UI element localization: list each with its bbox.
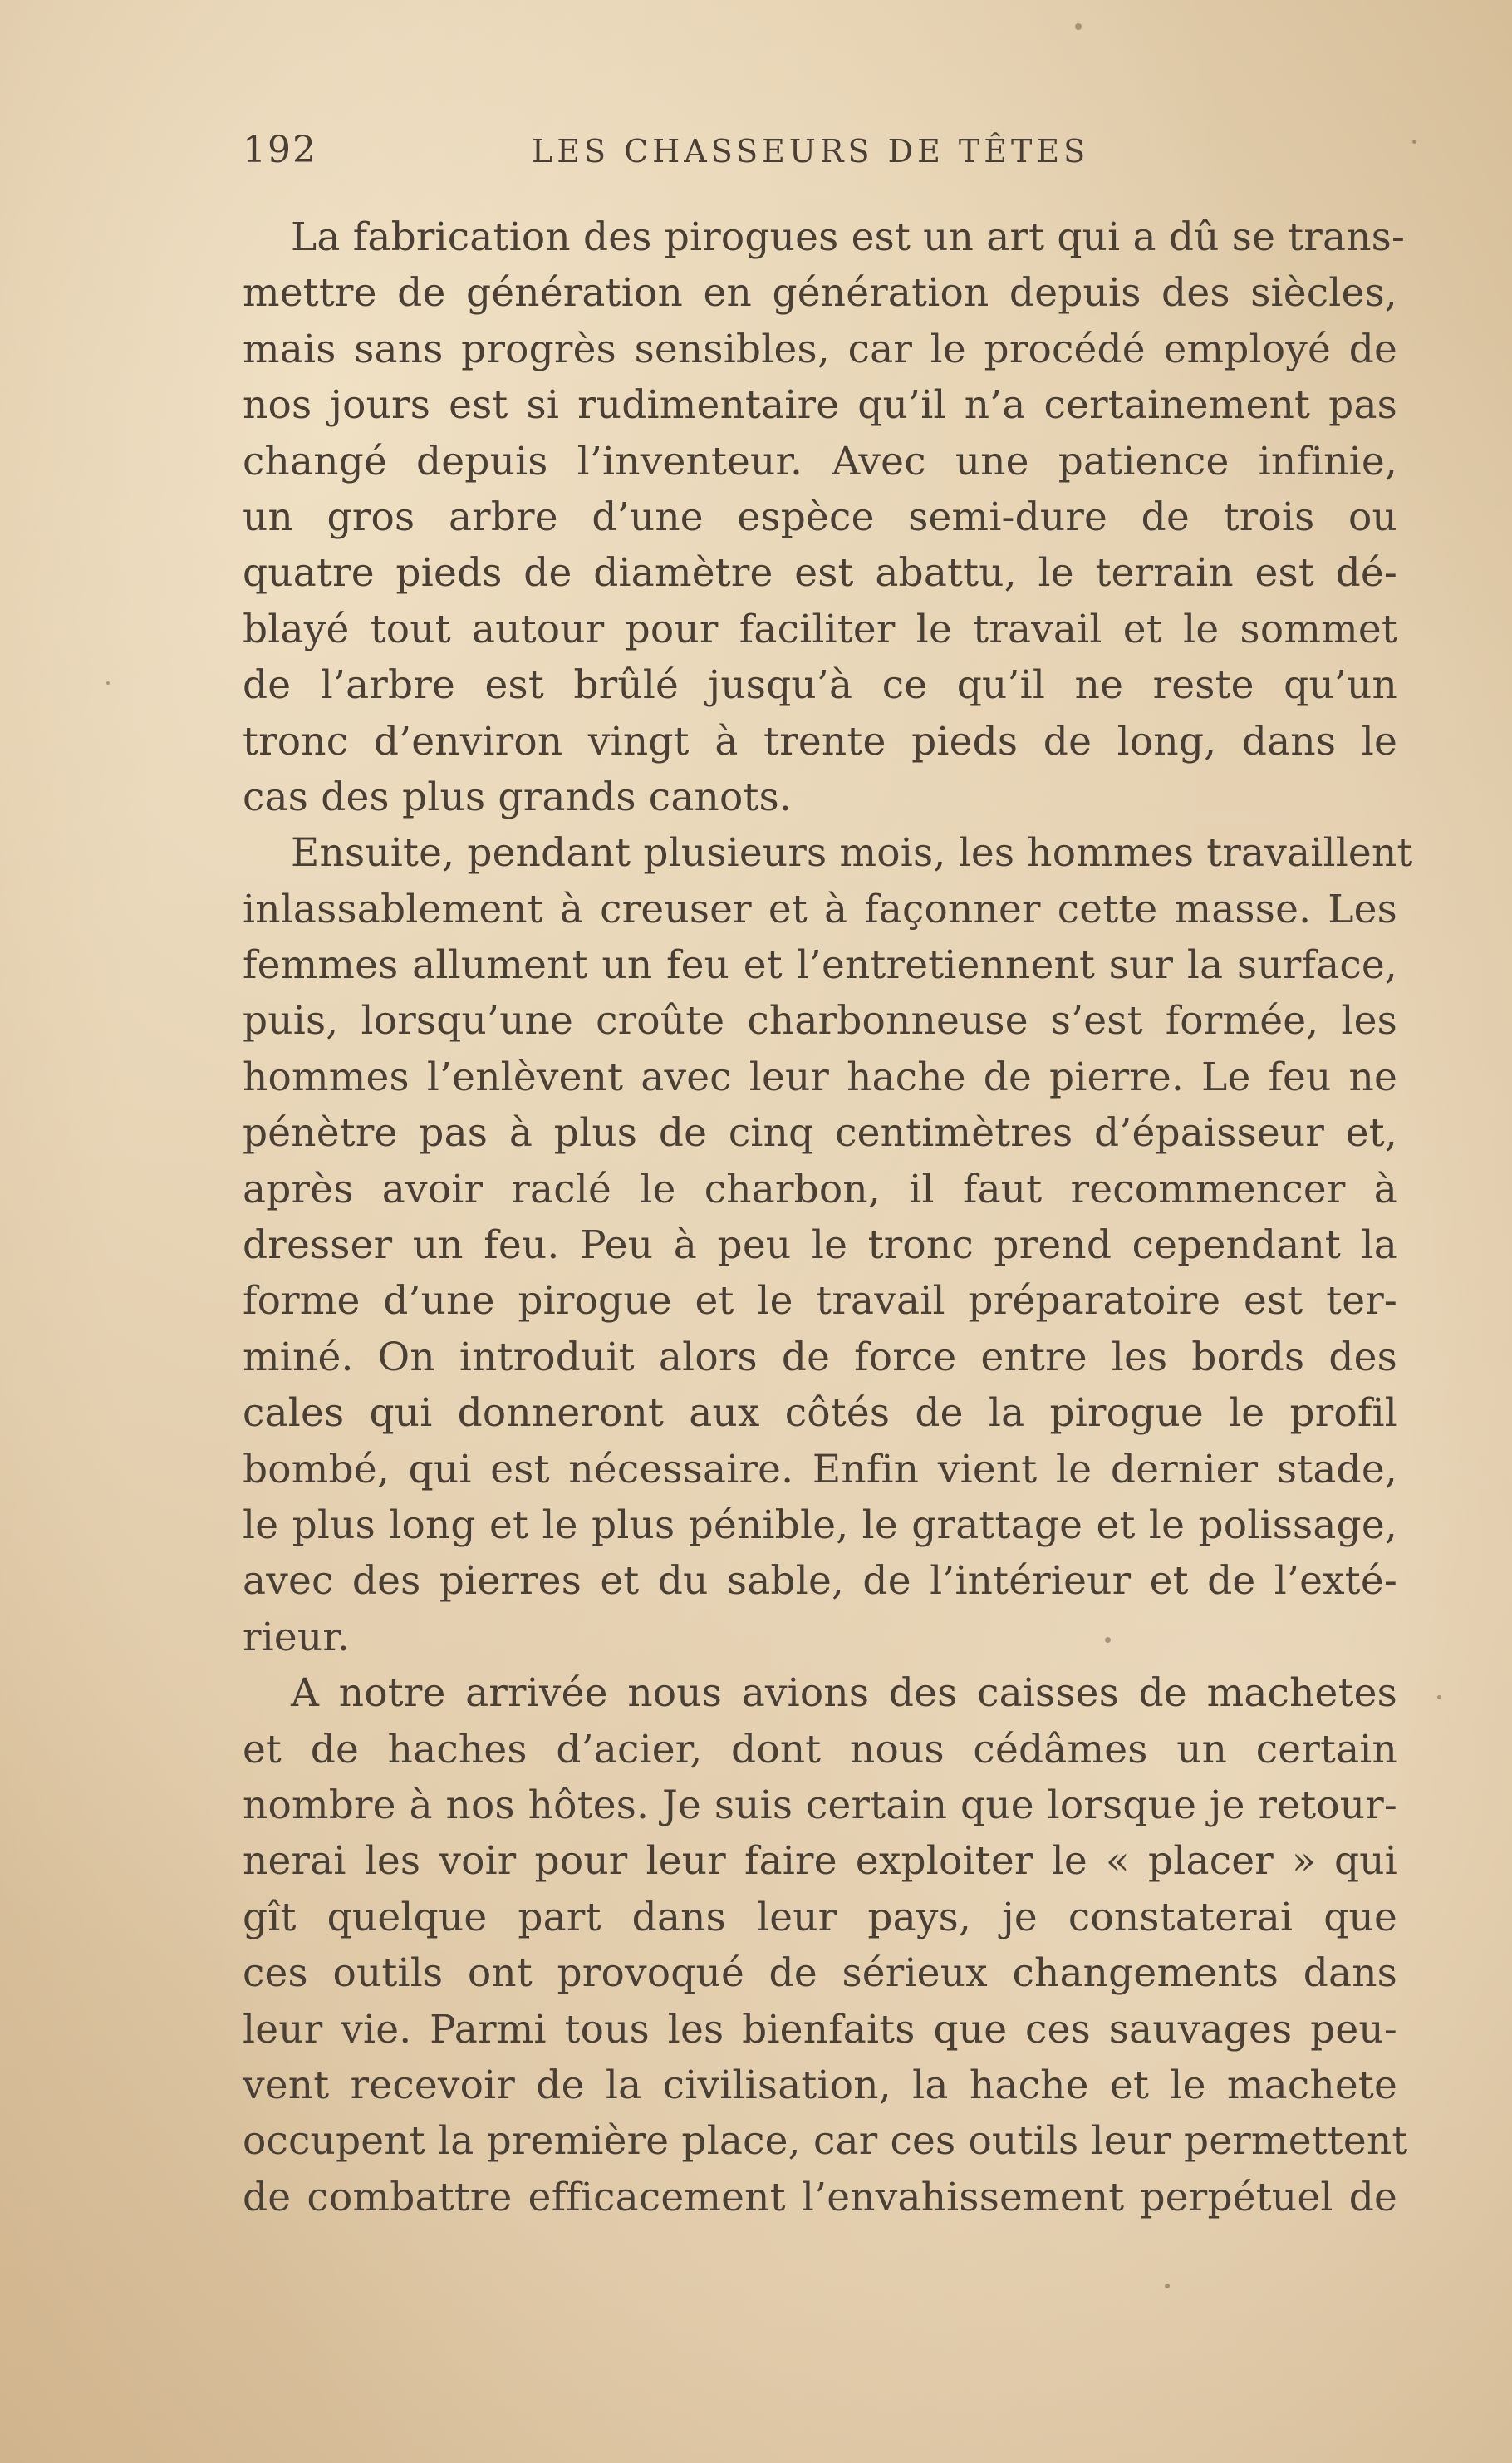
text-line: cas des plus grands canots. bbox=[243, 774, 793, 820]
paper-speck bbox=[1412, 140, 1416, 144]
page-number: 192 bbox=[243, 129, 317, 171]
paper-speck bbox=[1075, 23, 1082, 30]
text-line: tronc d’environ vingt à trente pieds de long, dans le bbox=[243, 718, 1397, 764]
text-line: gît quelque part dans leur pays, je constaterai que bbox=[243, 1894, 1397, 1940]
paper-speck bbox=[1165, 2284, 1170, 2288]
text-line: nos jours est si rudimentaire qu’il n’a certainement pas bbox=[243, 382, 1397, 429]
text-line: mais sans progrès sensibles, car le procédé employé de bbox=[243, 326, 1397, 372]
text-line: blayé tout autour pour faciliter le travail et le sommet bbox=[243, 606, 1397, 652]
text-line: femmes allument un feu et l’entretiennent sur la surface, bbox=[243, 942, 1397, 989]
text-line: puis, lorsqu’une croûte charbonneuse s’est formée, les bbox=[243, 998, 1397, 1045]
text-line: dresser un feu. Peu à peu le tronc prend cependant la bbox=[243, 1222, 1397, 1269]
text-line: pénètre pas à plus de cinq centimètres d’épaisseur et, bbox=[243, 1110, 1397, 1157]
text-line: inlassablement à creuser et à façonner cette masse. Les bbox=[243, 886, 1397, 932]
text-line: nerai les voir pour leur faire exploiter le « placer » qui bbox=[243, 1838, 1397, 1885]
text-line: miné. On introduit alors de force entre les bords des bbox=[243, 1334, 1397, 1380]
paper-speck bbox=[1105, 1637, 1111, 1643]
text-line: de combattre efficacement l’envahissement perpétuel de bbox=[243, 2174, 1397, 2220]
text-line: Ensuite, pendant plusieurs mois, les hommes travaillent bbox=[291, 830, 1413, 877]
text-line: rieur. bbox=[243, 1614, 351, 1660]
text-line: nombre à nos hôtes. Je suis certain que lorsque je retour- bbox=[243, 1782, 1397, 1828]
text-line: La fabrication des pirogues est un art qui a dû se trans- bbox=[291, 214, 1406, 260]
text-line: quatre pieds de diamètre est abattu, le terrain est dé- bbox=[243, 550, 1397, 597]
text-line: bombé, qui est nécessaire. Enfin vient le dernier stade, bbox=[243, 1446, 1397, 1492]
text-line: changé depuis l’inventeur. Avec une patience infinie, bbox=[243, 438, 1397, 484]
text-line: cales qui donneront aux côtés de la pirogue le profil bbox=[243, 1390, 1397, 1437]
text-line: de l’arbre est brûlé jusqu’à ce qu’il ne reste qu’un bbox=[243, 662, 1397, 709]
text-line: ces outils ont provoqué de sérieux changements dans bbox=[243, 1950, 1397, 1997]
text-line: et de haches d’acier, dont nous cédâmes un certain bbox=[243, 1726, 1397, 1772]
text-line: leur vie. Parmi tous les bienfaits que ces sauvages peu- bbox=[243, 2006, 1397, 2052]
running-head: LES CHASSEURS DE TÊTES bbox=[532, 133, 1090, 170]
text-line: le plus long et le plus pénible, le grattage et le polissage, bbox=[243, 1502, 1397, 1548]
page-header bbox=[243, 131, 1397, 170]
text-line: mettre de génération en génération depuis des siècles, bbox=[243, 270, 1397, 317]
text-line: occupent la première place, car ces outils leur permettent bbox=[243, 2118, 1408, 2165]
text-line: vent recevoir de la civilisation, la hache et le machete bbox=[243, 2062, 1397, 2108]
text-line: A notre arrivée nous avions des caisses de machetes bbox=[291, 1670, 1397, 1717]
paper-speck bbox=[106, 681, 110, 685]
body-text bbox=[243, 209, 1413, 2225]
text-line: forme d’une pirogue et le travail préparatoire est ter- bbox=[243, 1278, 1397, 1325]
text-line: après avoir raclé le charbon, il faut recommencer à bbox=[243, 1166, 1397, 1212]
text-line: hommes l’enlèvent avec leur hache de pierre. Le feu ne bbox=[243, 1054, 1397, 1100]
text-line: un gros arbre d’une espèce semi-dure de trois ou bbox=[243, 494, 1397, 540]
text-line: avec des pierres et du sable, de l’intérieur et de l’exté- bbox=[243, 1558, 1397, 1605]
paper-speck bbox=[1437, 1695, 1441, 1699]
